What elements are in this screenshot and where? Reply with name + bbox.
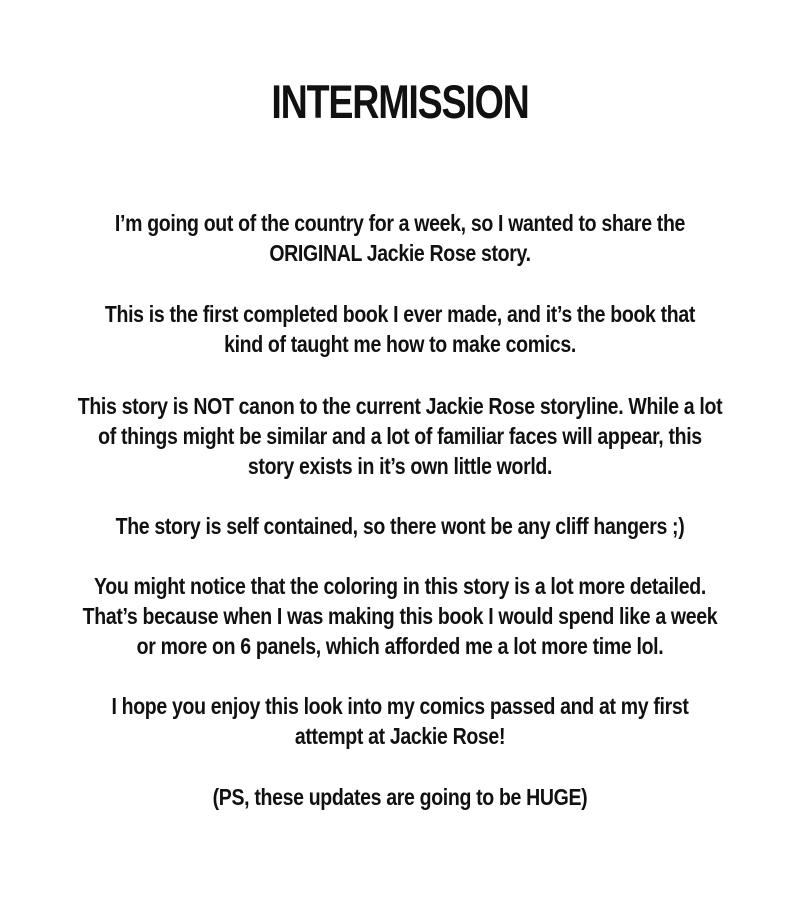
paragraph-line: story exists in it’s own little world.	[247, 453, 553, 479]
paragraph-line: or more on 6 panels, which afforded me a lot more time lol.	[136, 633, 664, 659]
paragraph-not-canon	[0, 391, 800, 481]
paragraph-self-contained	[0, 511, 800, 541]
page-title: INTERMISSION	[271, 75, 529, 128]
paragraph-line: ORIGINAL Jackie Rose story.	[269, 240, 531, 266]
paragraph-trip-announcement	[0, 208, 800, 268]
paragraph-line: That’s because when I was making this book I would spend like a week	[82, 603, 718, 629]
paragraph-line: kind of taught me how to make comics.	[224, 331, 576, 357]
paragraph-line: This story is NOT canon to the current Jackie Rose storyline. While a lot	[77, 393, 723, 419]
paragraph-line: attempt at Jackie Rose!	[294, 723, 506, 749]
paragraph-line: of things might be similar and a lot of familiar faces will appear, this	[98, 423, 702, 449]
paragraph-coloring	[0, 571, 800, 661]
paragraph-line: This is the first completed book I ever made, and it’s the book that	[104, 301, 696, 327]
paragraph-line: I hope you enjoy this look into my comics passed and at my first	[111, 693, 689, 719]
paragraph-line: (PS, these updates are going to be HUGE)	[212, 784, 588, 810]
paragraph-ps-note	[0, 782, 800, 812]
paragraph-line: You might notice that the coloring in this story is a lot more detailed.	[94, 573, 706, 599]
paragraph-line: I’m going out of the country for a week, so I wanted to share the	[114, 210, 686, 236]
paragraph-line: The story is self contained, so there wont be any cliff hangers ;)	[115, 513, 685, 539]
paragraph-first-book	[0, 299, 800, 359]
paragraph-enjoy	[0, 691, 800, 751]
